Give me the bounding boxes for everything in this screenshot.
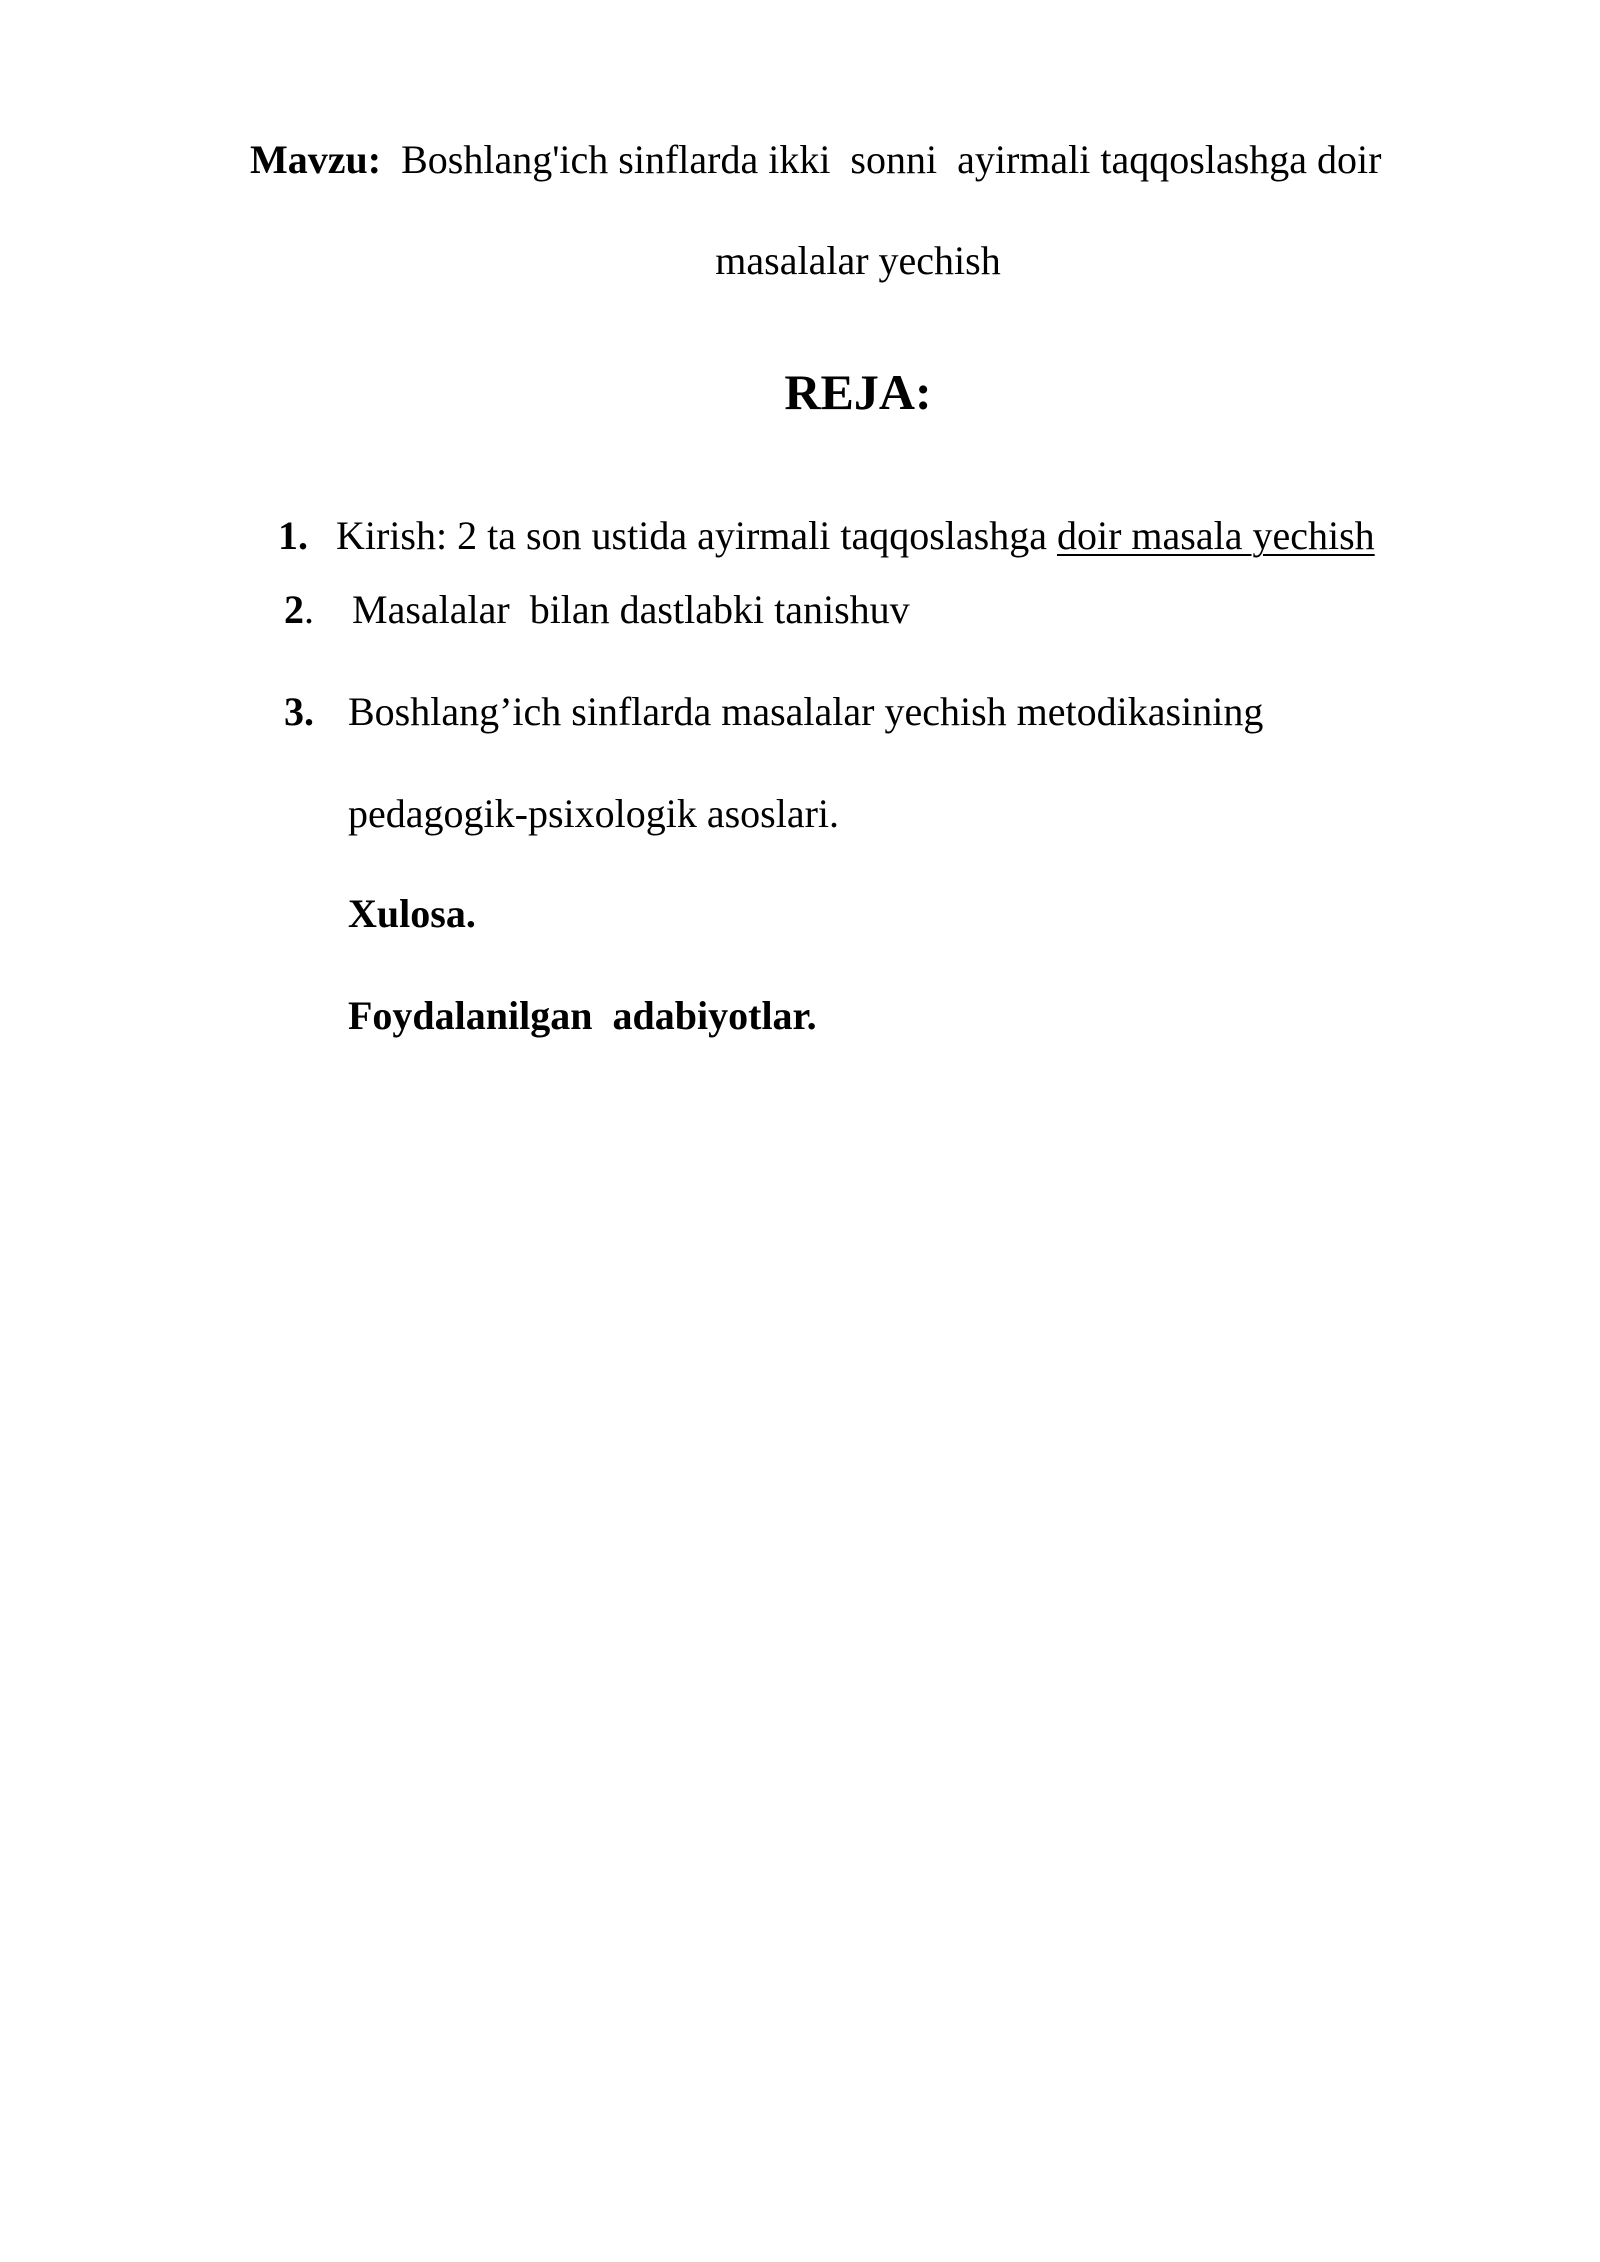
plan-item-3-number: 3. xyxy=(284,689,314,734)
plan-item-1-text: Kirish: 2 ta son ustida ayirmali taqqoslashga xyxy=(336,513,1057,558)
plan-conclusion: Xulosa. xyxy=(348,891,476,936)
topic-line-1 xyxy=(250,132,1381,188)
plan-item-2-number xyxy=(284,582,352,638)
plan-item-1-underlined: doir masala yechish xyxy=(1057,513,1375,558)
plan-item-2-dot: . xyxy=(304,587,314,632)
plan-item-3-continuation: pedagogik-psixologik asoslari. xyxy=(348,791,840,836)
plan-heading: REJA: xyxy=(784,364,932,420)
topic-label: Mavzu: xyxy=(250,137,382,182)
plan-item-2 xyxy=(284,582,910,638)
plan-item-1-number: 1. xyxy=(278,513,308,558)
plan-item-3-text: Boshlang’ich sinflarda masalalar yechish metodikasining xyxy=(348,689,1264,734)
plan-item-2-text: Masalalar bilan dastlabki tanishuv xyxy=(352,587,910,632)
plan-item-1 xyxy=(278,508,1375,564)
plan-references: Foydalanilgan adabiyotlar. xyxy=(348,993,817,1038)
plan-item-2-digit: 2 xyxy=(284,587,304,632)
topic-line-2: masalalar yechish xyxy=(715,238,1001,283)
topic-text: Boshlang'ich sinflarda ikki sonni ayirmali taqqoslashga doir xyxy=(381,137,1382,182)
plan-item-3 xyxy=(284,684,1263,740)
